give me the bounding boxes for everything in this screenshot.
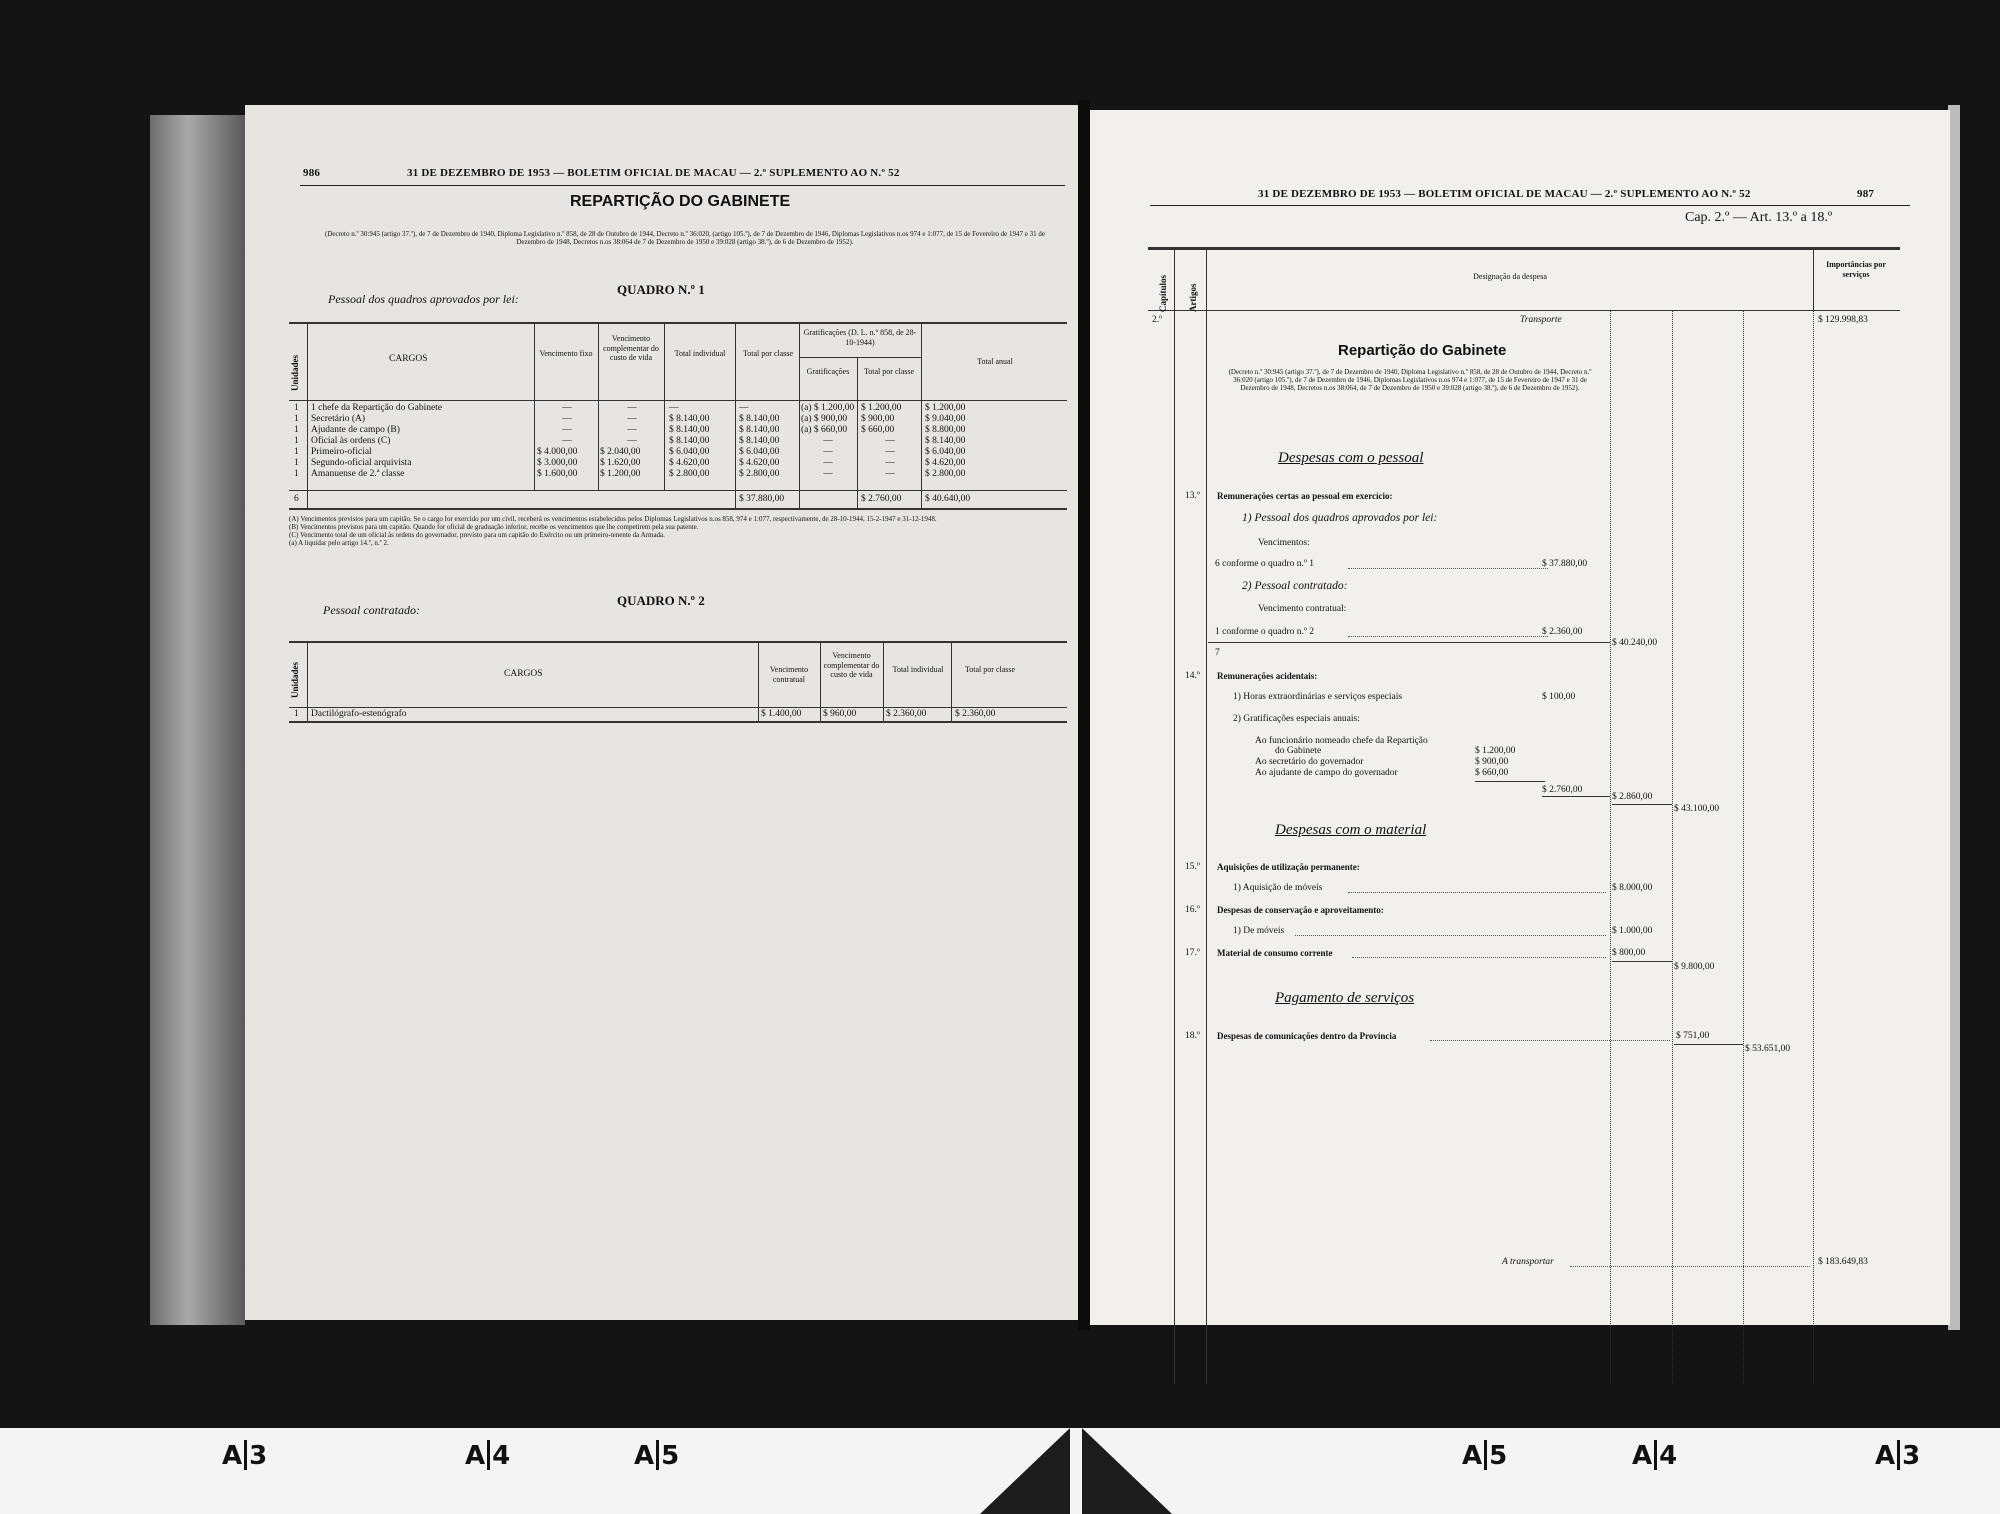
article-18: 18.º [1185,1031,1200,1041]
article-14-item-1-value: $ 100,00 [1542,692,1576,702]
article-16-item-1: 1) De móveis [1233,926,1285,936]
frame-marker: A 4 [465,1441,511,1471]
article-13-item-1: 1) Pessoal dos quadros aprovados por lei: [1242,512,1438,524]
article-17-title: Material de consumo corrente [1217,948,1333,958]
col-total-classe: Total por classe [742,349,794,358]
center-marker-right [1082,1428,1172,1514]
frame-marker: A 5 [1462,1441,1508,1471]
article-15: 15.º [1185,862,1200,872]
article-14-item-1: 1) Horas extraordinárias e serviços especiais [1233,692,1403,702]
page-number: 986 [303,167,321,179]
col-importancias: Importâncias por serviços [1826,260,1886,279]
frame-marker: A 4 [1632,1441,1678,1471]
gratificacao-2: Ao secretário do governador [1255,757,1364,767]
col-vencimento-fixo: Vencimento fixo [539,349,593,358]
a-transportar-label: A transportar [1502,1257,1554,1267]
frame-marker: A 3 [222,1441,268,1471]
note: (C) Vencimento total de um oficial às ordens do governador, previsto para um capitão do Exército ou um primeiro-tenente da Armada. [289,531,665,539]
col-total-anual: Total anual [977,357,1013,366]
col-vencimento-contratual: Vencimento contratual [769,665,809,684]
frame-marker: A 5 [634,1441,680,1471]
gratificacoes-sum: $ 2.760,00 [1542,785,1583,795]
article-14-total: $ 2.860,00 [1612,792,1653,802]
col-unidades: Unidades [290,661,300,698]
col-cargos: CARGOS [389,354,428,364]
col-gratificacoes-sub: Gratificações [806,367,850,376]
col-cargos: CARGOS [504,669,543,679]
heading-servicos: Pagamento de serviços [1275,990,1415,1006]
legal-note: (Decreto n.º 30:945 (artigo 37.º), de 7 de Dezembro de 1940, Diploma Legislativo n.º 858, de 28 de Outubro de 1944, Decreto n.º 36:020, (artigo 105.º), de 7 de Dezembro de 1946, Diplomas Legislativos n.os 974 e 1:077, de 15 de Fevereiro de 1947 e 31 de Dezembro de 1948, Decretos n.os 38:064 de 7 de Dezembro de 1950 e 39:028 (artigo 38.º), de 6 de Dezembro de 1952). [324,230,1045,246]
article-15-item-1: 1) Aquisição de móveis [1233,883,1323,893]
article-13-total: $ 40.240,00 [1612,638,1658,648]
material-total: $ 9.800,00 [1674,962,1715,972]
article-16-item-1-value: $ 1.000,00 [1612,926,1653,936]
col-unidades: Unidades [290,354,300,391]
quadro-1-label: QUADRO N.º 1 [617,282,705,297]
line-quadro-1-value: $ 37.880,00 [1542,559,1588,569]
pessoal-total: $ 43.100,00 [1674,804,1720,814]
heading-pessoal: Despesas com o pessoal [1278,450,1424,466]
page-number: 987 [1857,188,1875,200]
col-vencimento-complementar: Vencimento complementar do custo de vida [823,651,880,679]
article-15-item-1-value: $ 8.000,00 [1612,883,1653,893]
center-marker-left [980,1428,1070,1514]
transporte-label: Transporte [1520,315,1562,325]
line-quadro-2: 1 conforme o quadro n.º 2 [1215,627,1314,637]
a-transportar-value: $ 183.649,83 [1818,1257,1868,1267]
article-15-title: Aquisições de utilização permanente: [1217,862,1360,872]
quadro-1-table: Unidades CARGOS Vencimento fixo Vencimento complementar do custo de vida Total individual Total por classe Gratificações (D. L. n.º 858, de 28-10-1944) Gratificações Total por classe Total anual 1 1 chefe da Repartição do Gabinete — — — — (a) $ 1.200,00 $ 1.200,00 $ 1.200,00 1 Secretário (A) — — $ 8.140,00 $ 8.140,00 (a) $ 900,00 $ 900,00 $ 9.040,00 1 Ajudante de campo (B) — — $ 8.140,00 $ 8.140,00 (a) $ 660,00 $ 660,00 $ 8.800,00 1 Oficial às ordens (C) — — $ 8.140,00 $ 8.140,00 — — $ 8.140,00 1 Primeiro-oficial $ 4.000,00 $ 2.040,00 $ 6.040,00 $ 6.040,00 — — $ 6.040,00 1 Segundo-oficial arquivista $ 3.000,00 $ 1.620,00 $ 4.620,00 $ 4.620,00 — — $ 4.620,00 1 Amanuense de 2.ª classe $ 1.600,00 $ 1.200,00 $ 2.800,00 $ 2.800,00 — — $ 2.800,00 6 $ 37.880,00 $ 2.760,00 $ 40.640,00 (A) Vencimentos previstos para um capitão. Se o cargo for exercido por um civil, receberá os vencimentos estabelecidos pelos Diplomas Legislativos n.os 858, 974 e 1:077, respectivamente, de 28-10-1944, 15-2-1947 e 31-12-1948. (B) Vencimentos previstos para um capitão. Quando for oficial de graduação inferior, recebe os vencimentos que lhe competirem pela sua patente. (C) Vencimento total de um oficial às ordens do governador, previsto para um capitão do Exército ou um primeiro-tenente da Armada. (a) A liquidar pelo artigo 14.º, n.º 2. [289,322,1067,612]
right-page [1090,110,1950,1325]
chapter-number: 2.º [1152,315,1163,325]
quadro-1-notes [289,515,1067,547]
col-total-classe: Total por classe [964,665,1016,674]
gratificacao-3: Ao ajudante de campo do governador [1255,768,1398,778]
cap-art: Cap. 2.º — Art. 13.º a 18.º [1685,210,1833,225]
chapter-total: $ 53.651,00 [1745,1044,1791,1054]
book-gutter [1078,100,1090,1330]
vencimento-contratual-label: Vencimento contratual: [1258,604,1347,614]
note: (a) A liquidar pelo artigo 14.º, n.º 2. [289,539,389,547]
col-designacao: Designação da despesa [1473,272,1547,281]
col-vencimento-complementar: Vencimento complementar do custo de vida [603,334,659,362]
left-page [245,105,1078,1320]
running-head: 31 DE DEZEMBRO DE 1953 — BOLETIM OFICIAL DE MACAU — 2.º SUPLEMENTO AO N.º 52 [1258,188,1751,200]
col-total-individual: Total individual [892,665,944,674]
header-rule [1150,205,1910,206]
col-total-individual: Total individual [674,349,726,358]
units-total: 7 [1215,648,1220,658]
gratificacao-1a: Ao funcionário nomeado chefe da Repartição [1255,736,1428,746]
line-quadro-1: 6 conforme o quadro n.º 1 [1215,559,1314,569]
article-16: 16.º [1185,905,1200,915]
quadro-2-label: QUADRO N.º 2 [617,593,705,608]
article-14: 14.º [1185,671,1200,681]
article-17: 17.º [1185,948,1200,958]
article-13-title: Remunerações certas ao pessoal em exercício: [1217,491,1393,501]
quadro-2-subtitle: Pessoal contratado: [323,603,420,617]
heading-material: Despesas com o material [1275,822,1427,838]
frame-marker: A 3 [1875,1441,1921,1471]
col-capitulos: Capítulos [1158,274,1168,312]
gratificacao-2-value: $ 900,00 [1475,757,1509,767]
line-quadro-2-value: $ 2.360,00 [1542,627,1583,637]
vencimentos-label: Vencimentos: [1258,538,1310,548]
book-spine [150,115,245,1325]
note: (B) Vencimentos previstos para um capitão. Quando for oficial de graduação inferior, recebe os vencimentos que lhe competirem pela sua patente. [289,523,699,531]
article-16-title: Despesas de conservação e aproveitamento: [1217,905,1384,915]
gratificacao-3-value: $ 660,00 [1475,768,1509,778]
note: (A) Vencimentos previstos para um capitão. Se o cargo for exercido por um civil, receberá os vencimentos estabelecidos pelos Diplomas Legislativos n.os 858, 974 e 1:077, respectivamente, de 28-10-1944, 15-2-1947 e 31-12-1948. [289,515,937,523]
section-note: (Decreto n.º 30:945 (artigo 37.º), de 7 de Dezembro de 1940, Diploma Legislativo n.º 858, de 28 de Outubro de 1944, Decreto n.º 36:020 (artigo 105.º), de 7 de Dezembro de 1946, Diplomas Legislativos n.os 974 e 1:077, de 15 de Fevereiro de 1947 e 31 de Dezembro de 1948, Decretos n.os 38:064, de 7 de Dezembro de 1950 e 39:028 (artigo 38.º), de 6 de Dezembro de 1952). [1228,368,1592,392]
header-rule [300,185,1065,186]
article-17-value: $ 800,00 [1612,948,1646,958]
article-13-item-2: 2) Pessoal contratado: [1242,580,1348,592]
col-gratificacoes-total: Total por classe [863,367,915,376]
running-head: 31 DE DEZEMBRO DE 1953 — BOLETIM OFICIAL DE MACAU — 2.º SUPLEMENTO AO N.º 52 [407,167,900,179]
article-14-item-2: 2) Gratificações especiais anuais: [1233,714,1360,724]
gratificacao-1b: do Gabinete [1275,746,1322,756]
article-13: 13.º [1185,491,1200,501]
col-artigos: Artigos [1188,283,1198,312]
quadro-1-subtitle: Pessoal dos quadros aprovados por lei: [328,292,519,306]
article-14-title: Remunerações acidentais: [1217,671,1318,681]
article-18-value: $ 751,00 [1676,1031,1710,1041]
transporte-value: $ 129.998,83 [1818,315,1868,325]
gratificacao-1-value: $ 1.200,00 [1475,746,1516,756]
section-title: Repartição do Gabinete [1338,342,1507,359]
page-title: REPARTIÇÃO DO GABINETE [570,193,791,210]
quadro-2-table: Unidades CARGOS Vencimento contratual Vencimento complementar do custo de vida Total individual Total por classe 1 Dactilógrafo-estenógrafo $ 1.400,00 $ 960,00 $ 2.360,00 $ 2.360,00 [289,641,1067,721]
article-18-title: Despesas de comunicações dentro da Província [1217,1031,1397,1041]
col-gratificacoes: Gratificações (D. L. n.º 858, de 28-10-1944) [803,328,917,347]
